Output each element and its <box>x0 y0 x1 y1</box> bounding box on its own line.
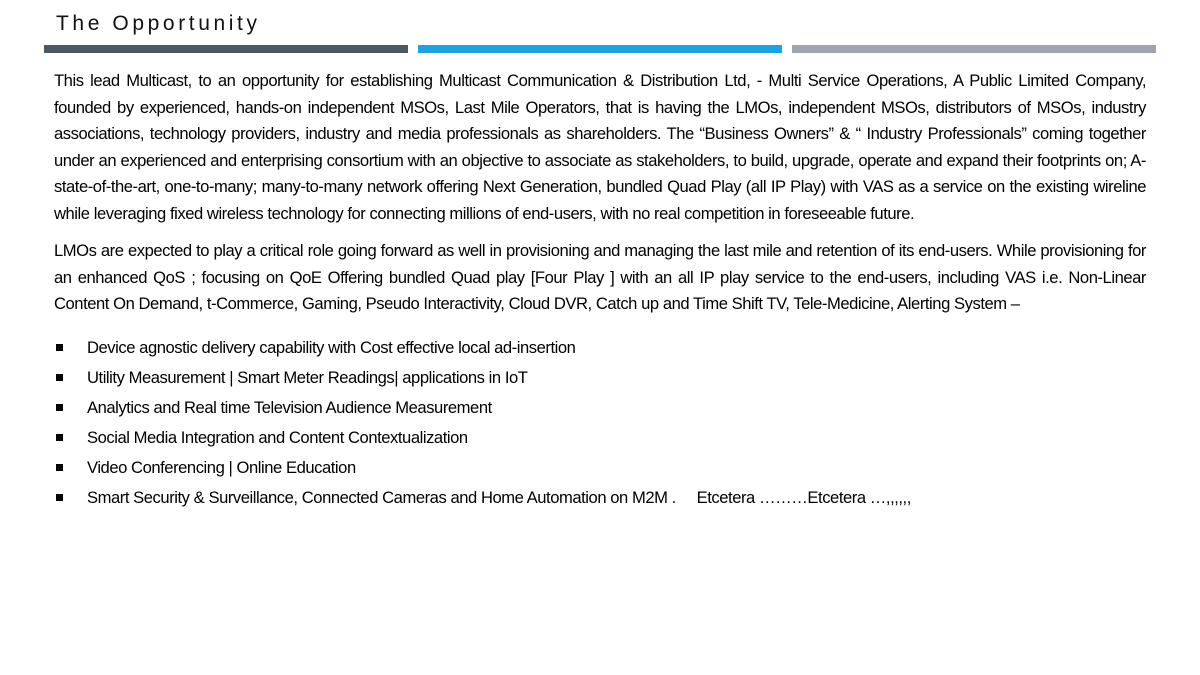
square-bullet-icon <box>56 404 63 411</box>
square-bullet-icon <box>56 374 63 381</box>
bullet-item <box>54 363 1146 393</box>
bullet-item <box>54 483 1146 513</box>
title-rule-segment-gray <box>792 45 1156 53</box>
service-bullet-list <box>54 333 1146 513</box>
bullet-item <box>54 393 1146 423</box>
bullet-item <box>54 423 1146 453</box>
bullet-text: Utility Measurement | Smart Meter Readings| applications in IoT <box>87 367 528 387</box>
bullet-text: Device agnostic delivery capability with Cost effective local ad-insertion <box>87 337 576 357</box>
title-rule-segment-blue <box>418 45 782 53</box>
slide-body <box>54 68 1146 513</box>
square-bullet-icon <box>56 344 63 351</box>
bullet-text: Social Media Integration and Content Contextualization <box>87 427 468 447</box>
opportunity-paragraph: This lead Multicast, to an opportunity for establishing Multicast Communication & Distribution Ltd, - Multi Service Operations, A Public Limited Company, founded by experienced, hands-on independent MSOs, Last Mile Operators, that is having the LMOs, independent MSOs, distributors of MSOs, industry associations, technology providers, industry and media professionals as shareholders. The “Business Owners” & “ Industry Professionals” coming together under an experienced and enterprising consortium with an objective to associate as stakeholders, to build, upgrade, operate and expand their footprints on; A-state-of-the-art, one-to-many; many-to-many network offering Next Generation, bundled Quad Play (all IP Play) with VAS as a service on the existing wireline while leveraging fixed wireless technology for connecting millions of end-users, with no real competition in foreseeable future. <box>54 71 1146 223</box>
square-bullet-icon <box>56 434 63 441</box>
square-bullet-icon <box>56 464 63 471</box>
lmo-role-paragraph: LMOs are expected to play a critical role going forward as well in provisioning and managing the last mile and retention of its end-users. While provisioning for an enhanced QoS ; focusing on QoE Offering bundled Quad play [Four Play ] with an all IP play service to the end-users, including VAS i.e. Non-Linear Content On Demand, t-Commerce, Gaming, Pseudo Interactivity, Cloud DVR, Catch up and Time Shift TV, Tele-Medicine, Alerting System – <box>54 241 1146 313</box>
bullet-text: Analytics and Real time Television Audience Measurement <box>87 397 492 417</box>
slide-title: The Opportunity <box>56 12 261 35</box>
bullet-text: Video Conferencing | Online Education <box>87 457 356 477</box>
bullet-item <box>54 333 1146 363</box>
bullet-item <box>54 453 1146 483</box>
square-bullet-icon <box>56 494 63 501</box>
title-rule-segment-dark <box>44 45 408 53</box>
bullet-text: Smart Security & Surveillance, Connected Cameras and Home Automation on M2M . Etcetera ………Etcetera …,,,,,, <box>87 487 911 507</box>
